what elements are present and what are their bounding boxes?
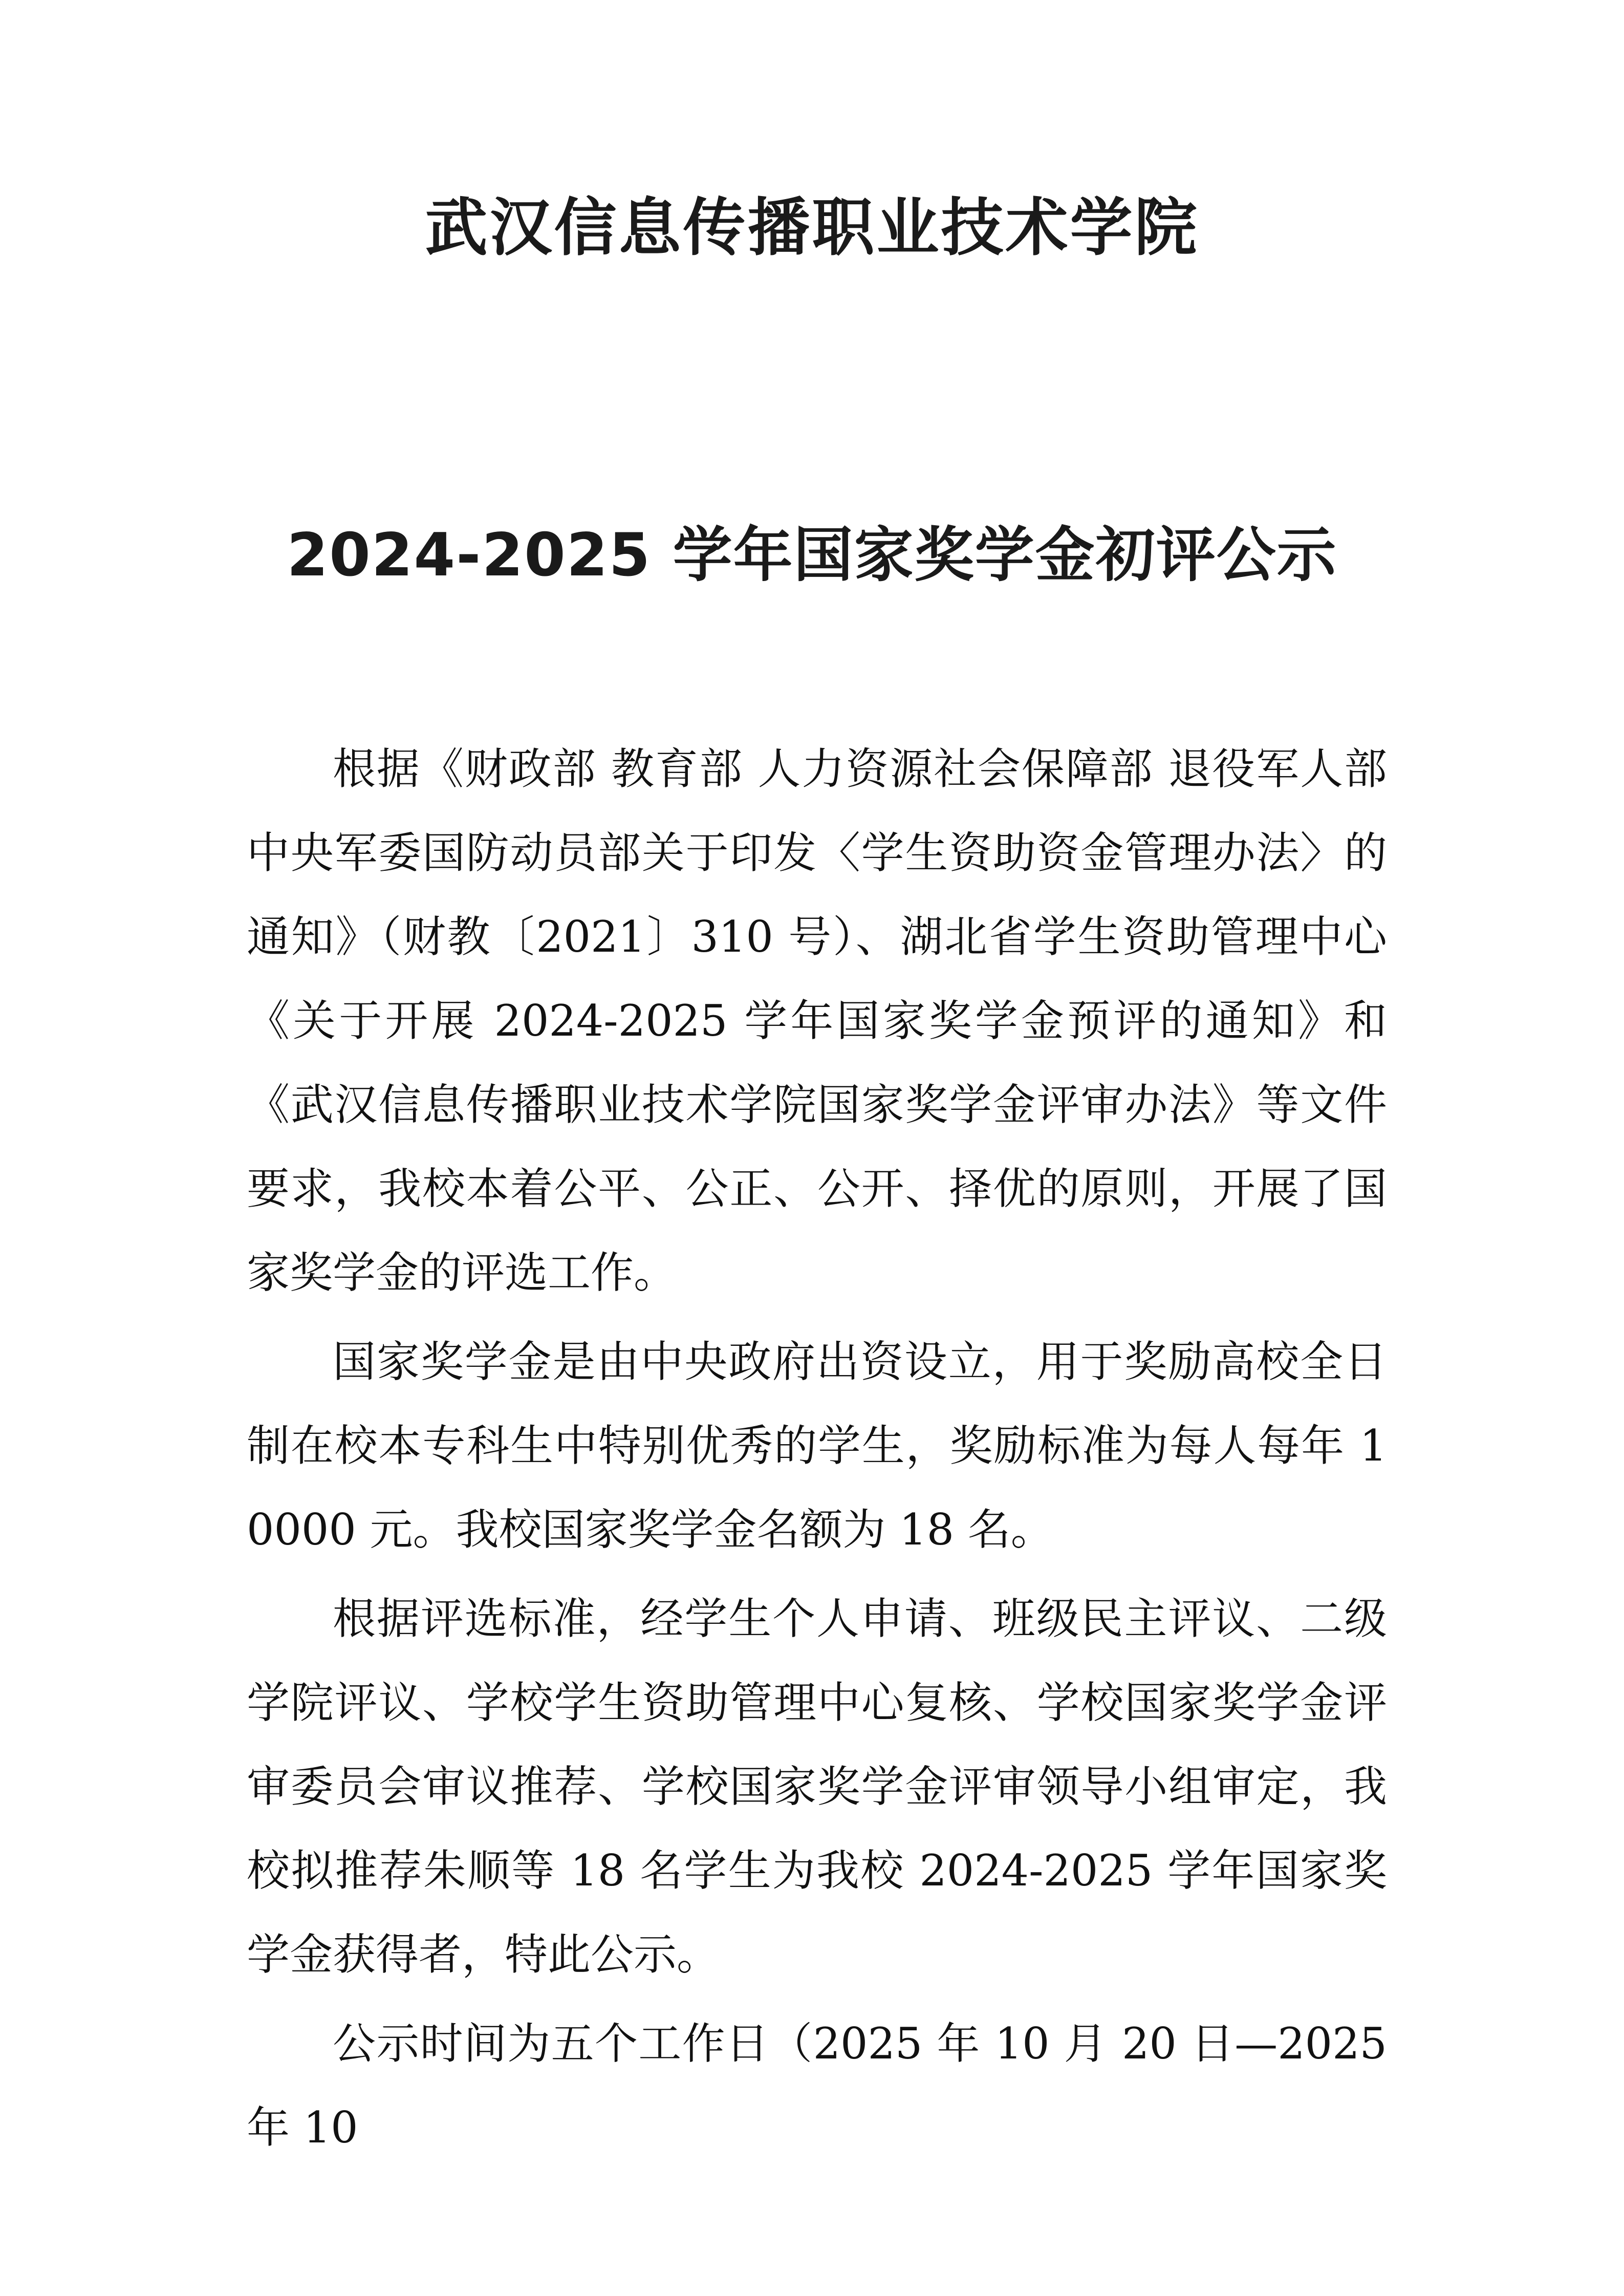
paragraph-scholarship-info: 国家奖学金是由中央政府出资设立，用于奖励高校全日制在校本专科生中特别优秀的学生，奖励标准为每人每年 10000 元。我校国家奖学金名额为 18 名。: [247, 1337, 1387, 1555]
paragraph-publicity-period: 公示时间为五个工作日（2025 年 10 月 20 日—2025 年 10: [247, 2019, 1387, 2153]
document-body: [247, 727, 1387, 2175]
paragraph-basis: 根据《财政部 教育部 人力资源社会保障部 退役军人部 中央军委国防动员部关于印发〈学生资助资金管理办法〉的通知》（财教〔2021〕310 号）、湖北省学生资助管理中心《关于开展 2024-2025 学年国家奖学金预评的通知》和《武汉信息传播职业技术学院国家奖学金评审办法》等文件要求，我校本着公平、公正、公开、择优的原则，开展了国家奖学金的评选工作。: [247, 744, 1387, 1298]
document-title: 2024-2025 学年国家奖学金初评公示: [287, 521, 1337, 590]
institution-name: 武汉信息传播职业技术学院: [425, 191, 1199, 264]
paragraph-selection-result: 根据评选标准，经学生个人申请、班级民主评议、二级学院评议、学校学生资助管理中心复核、学校国家奖学金评审委员会审议推荐、学校国家奖学金评审领导小组审定，我校拟推荐朱顺等 18 名学生为我校 2024-2025 学年国家奖学金获得者，特此公示。: [247, 1594, 1387, 1980]
